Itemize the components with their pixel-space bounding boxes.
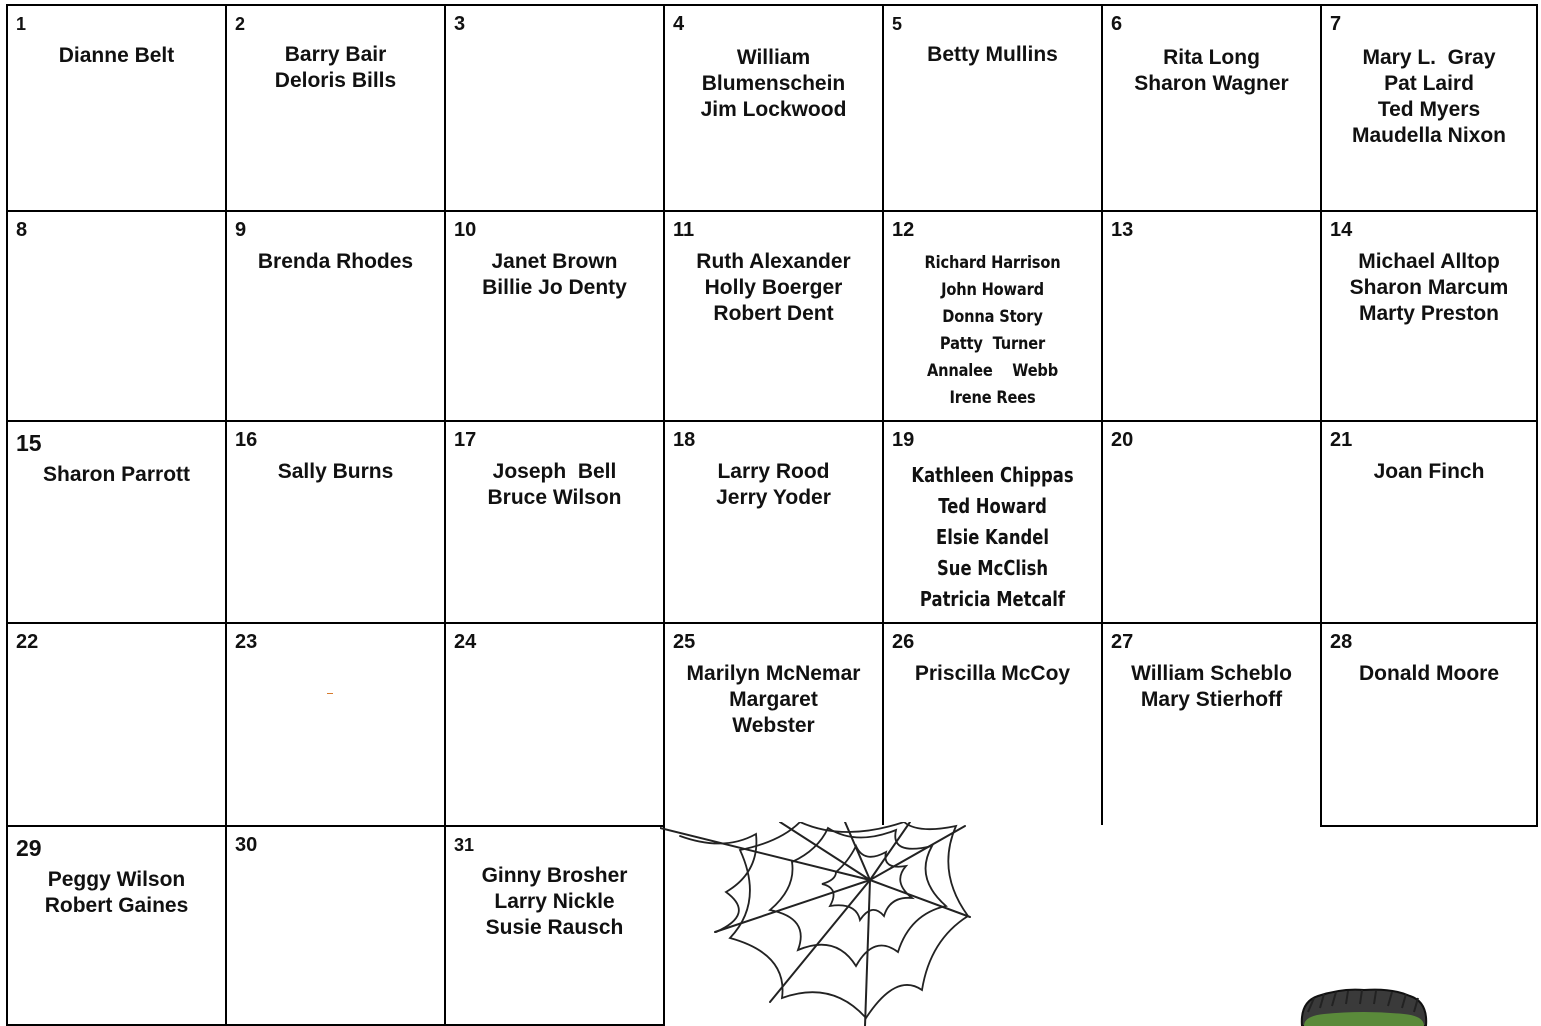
- person-name: Larry Nickle: [494, 890, 615, 913]
- names-list: [884, 42, 1101, 68]
- person-name: Priscilla McCoy: [914, 662, 1071, 685]
- person-name: Bruce Wilson: [487, 486, 622, 509]
- person-name: Ginny Brosher: [481, 864, 628, 887]
- person-name: Brenda Rhodes: [257, 250, 414, 273]
- person-name: Elsie Kandel: [936, 525, 1049, 549]
- day-cell: [663, 210, 882, 420]
- day-number: 21: [1330, 429, 1353, 451]
- person-name: Dianne Belt: [58, 44, 175, 67]
- day-cell: [444, 210, 663, 420]
- person-name: Richard Harrison: [924, 253, 1061, 273]
- day-cell: [1101, 622, 1320, 825]
- person-name: Sally Burns: [277, 460, 394, 483]
- person-name: Michael Alltop: [1358, 250, 1500, 273]
- day-number: 25: [673, 631, 696, 653]
- day-number: 9: [235, 219, 247, 241]
- day-number: 29: [16, 835, 42, 861]
- day-cell: [1101, 420, 1320, 622]
- day-cell: [882, 420, 1101, 622]
- day-number: 31: [454, 835, 475, 855]
- person-name: Sue McClish: [936, 556, 1049, 580]
- day-number: 15: [16, 430, 42, 456]
- person-name: Sharon Parrott: [42, 463, 191, 486]
- names-list: [904, 460, 1082, 615]
- day-number: 16: [235, 429, 258, 451]
- day-number: 14: [1330, 219, 1353, 241]
- person-name: Annalee Webb: [926, 361, 1059, 381]
- day-number: 24: [454, 631, 477, 653]
- person-name: Mary L. Gray: [1362, 46, 1496, 69]
- person-name: Maudella Nixon: [1351, 124, 1507, 147]
- person-name: William Scheblo: [1131, 662, 1292, 685]
- person-name: Larry Rood: [717, 460, 830, 483]
- person-name: Ruth Alexander: [696, 250, 851, 273]
- person-name: Webster: [732, 714, 815, 737]
- day-cell: [6, 210, 225, 420]
- day-number: 12: [892, 219, 915, 241]
- person-name: Donna Story: [942, 307, 1043, 327]
- day-cell: [225, 210, 444, 420]
- person-name: Mary Stierhoff: [1140, 688, 1283, 711]
- names-list: [665, 45, 882, 123]
- day-cell: [6, 622, 225, 825]
- person-name: Joan Finch: [1373, 460, 1485, 483]
- person-name: Jim Lockwood: [700, 98, 847, 121]
- day-cell: [1320, 622, 1538, 827]
- day-cell: [1320, 420, 1538, 622]
- person-name: John Howard: [941, 280, 1044, 300]
- person-name: Kathleen Chippas: [911, 463, 1074, 487]
- day-cell: [444, 825, 665, 1026]
- names-list: [1322, 249, 1536, 327]
- person-name: Patty Turner: [939, 334, 1046, 354]
- person-name: Marty Preston: [1358, 302, 1500, 325]
- names-list: [8, 462, 225, 488]
- person-name: Susie Rausch: [485, 916, 624, 939]
- person-name: Marilyn McNemar: [686, 662, 861, 685]
- day-number: 11: [673, 219, 695, 241]
- day-cell: [225, 420, 444, 622]
- day-number: 18: [673, 429, 696, 451]
- day-number: 1: [16, 14, 27, 34]
- day-cell: [225, 4, 444, 210]
- day-cell: [444, 420, 663, 622]
- day-number: 27: [1111, 631, 1134, 653]
- day-number: 28: [1330, 631, 1353, 653]
- day-number: 17: [454, 429, 477, 451]
- person-name: William: [736, 46, 811, 69]
- person-name: Jerry Yoder: [716, 486, 831, 509]
- day-number: 20: [1111, 429, 1134, 451]
- day-number: 30: [235, 834, 258, 856]
- names-list: [227, 459, 444, 485]
- person-name: Barry Bair: [284, 43, 387, 66]
- day-number: 13: [1111, 219, 1134, 241]
- person-name: Sharon Wagner: [1134, 72, 1289, 95]
- names-list: [227, 249, 444, 275]
- day-cell: [1101, 210, 1320, 420]
- person-name: Peggy Wilson: [47, 868, 186, 891]
- names-list: [446, 249, 663, 301]
- day-cell: [663, 4, 882, 210]
- names-list: [8, 43, 225, 69]
- person-name: Joseph Bell: [492, 460, 617, 483]
- day-number: 2: [235, 14, 246, 34]
- stray-mark: [327, 693, 333, 694]
- day-cell: [882, 622, 1101, 825]
- day-cell: [882, 210, 1101, 420]
- day-number: 23: [235, 631, 258, 653]
- person-name: Rita Long: [1163, 46, 1260, 69]
- day-number: 6: [1111, 13, 1123, 35]
- day-number: 19: [892, 429, 915, 451]
- names-list: [1322, 459, 1536, 485]
- day-number: 10: [454, 219, 477, 241]
- person-name: Robert Gaines: [44, 894, 189, 917]
- day-number: 3: [454, 13, 466, 35]
- names-list: [1322, 661, 1536, 687]
- names-list: [665, 459, 882, 511]
- day-cell: [1320, 4, 1538, 210]
- day-cell: [6, 420, 225, 622]
- person-name: Ted Myers: [1377, 98, 1481, 121]
- day-cell: [225, 825, 444, 1026]
- day-cell: [663, 420, 882, 622]
- names-list: [8, 867, 225, 919]
- names-list: [899, 250, 1086, 412]
- names-list: [446, 459, 663, 511]
- names-list: [665, 249, 882, 327]
- names-list: [884, 661, 1101, 687]
- frankenstein-monster-icon: [1294, 988, 1434, 1026]
- person-name: Margaret: [729, 688, 818, 711]
- names-list: [665, 661, 882, 739]
- person-name: Holly Boerger: [704, 276, 843, 299]
- day-cell: [6, 4, 225, 210]
- person-name: Sharon Marcum: [1349, 276, 1509, 299]
- person-name: Billie Jo Denty: [482, 276, 627, 299]
- day-number: 8: [16, 219, 28, 241]
- person-name: Patricia Metcalf: [919, 587, 1066, 611]
- names-list: [446, 863, 663, 941]
- day-cell: [6, 825, 225, 1026]
- day-cell: [882, 4, 1101, 210]
- names-list: [227, 42, 444, 94]
- day-number: 4: [673, 13, 685, 35]
- day-cell: [1101, 4, 1320, 210]
- day-cell: [444, 4, 663, 210]
- person-name: Janet Brown: [491, 250, 618, 273]
- names-list: [1103, 661, 1320, 713]
- web-spokes: [660, 822, 970, 1026]
- day-number: 22: [16, 631, 39, 653]
- names-list: [1322, 45, 1536, 149]
- person-name: Donald Moore: [1359, 662, 1499, 685]
- spider-web-icon: [660, 822, 980, 1026]
- day-cell: [225, 622, 444, 825]
- person-name: Betty Mullins: [927, 43, 1058, 66]
- day-cell: [1320, 210, 1538, 420]
- day-number: 7: [1330, 13, 1342, 35]
- person-name: Deloris Bills: [274, 69, 397, 92]
- day-cell: [444, 622, 663, 825]
- day-number: 26: [892, 631, 915, 653]
- day-number: 5: [892, 14, 903, 34]
- person-name: Ted Howard: [938, 494, 1047, 518]
- person-name: Pat Laird: [1384, 72, 1474, 95]
- day-cell: [663, 622, 882, 825]
- names-list: [1103, 45, 1320, 97]
- person-name: Blumenschein: [701, 72, 846, 95]
- person-name: Robert Dent: [713, 302, 834, 325]
- person-name: Irene Rees: [949, 388, 1036, 408]
